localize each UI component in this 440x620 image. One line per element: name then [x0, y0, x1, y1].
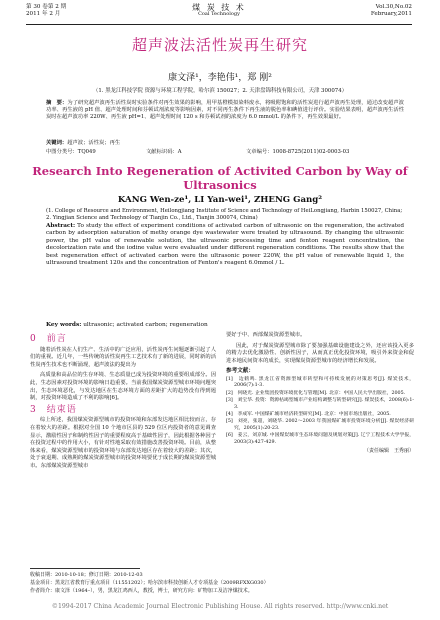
- footnote-fund: 基金项目：黑龙江省教育厅重点项目（11551202）；哈尔滨市科技创新人才专项基金（2009RFXXG030）: [30, 580, 269, 586]
- footnote-author: 作者简介：康文泽（1964–），男，黑龙江鸡西人，教授，博士，研究方向：矿物加工及洁净煤技术。: [30, 588, 253, 594]
- responsible-editor: （责任编辑 王秀丽）: [363, 448, 414, 455]
- reference-item: [4] 李成军. 中国煤矿城市经济转型研究[M]. 北京：中国市场出版社，2005.: [226, 412, 391, 417]
- chinese-affiliation: （1. 黑龙江科技学院 资源与环境工程学院，哈尔滨 150027；2. 天津盘锦科技有限公司，天津 300074）: [92, 88, 348, 94]
- header-center: [26, 4, 412, 18]
- english-title: Research Into Regeneration of Activited Carbon by Way of Ultrasonics: [32, 164, 408, 192]
- article-number: 文章编号：1008-8725(2011)02-0003-03: [246, 149, 350, 155]
- english-keywords: [46, 322, 404, 328]
- english-keywords-label: Key words:: [46, 322, 82, 328]
- chinese-keywords: [46, 138, 404, 146]
- header-volume-en: Vol.30,No.02: [375, 4, 412, 10]
- chinese-title: 超声波法活性炭再生研究: [131, 36, 308, 54]
- chinese-keywords-label: 关键词：: [46, 140, 68, 146]
- document-code: 文献标识码：A: [146, 149, 182, 155]
- references-title: 参考文献：: [226, 368, 254, 375]
- english-abstract-text: To study the effect of experiment conditions of activated carbon of ultrasonic on the regeneration, the activated carbon by adsorption saturation of methy orange dye wastewater were treated by ultrasound. By changing the ultrasonic power, the pH value of renewable solution, the ultrasonic processing time and fenton reagent concentration, the decolorization rate and the iodine value were evaluated under different regeneration conditions. The results show that the best regeneration effect of activated carbon were the ultrasonic power 220W, the pH value of renewable liquid 1, the ultrasound treatment 120s and the concentration of Fenton's reagent 6.0mmol / L.: [46, 223, 405, 267]
- copyright-notice: ©1994-2017 China Academic Journal Electronic Publishing House. All rights reserved. http://www.cnki.net: [51, 603, 389, 610]
- journal-name-cn: 煤 炭 技 术: [192, 3, 246, 12]
- body-paragraph: 高质量和高品位的生存环境、生态质量已成为投资环境的重要组成部分。因此，生态因素对投资环境的影响日趋重要。当前我国煤炭资源型城市环境问题突出，生态环境恶化，与发达地区在生态环境方面的差距扩大的趋势没有得到遏制，对投资环境造成了不利的影响[6]。: [30, 372, 216, 402]
- body-paragraph: 因此，对于煤炭资源型城市除了要加强基础设施建设之外，还应该投入更多的精力去优化激励性、创新性因子，从而真正优化投资环境，吸引外来资金和促进本地民间资本的成长，实现煤炭资源型城市的经济增长和发展。: [226, 342, 414, 364]
- classification-line: [46, 147, 404, 155]
- header-date-cn: 2011 年 2 月: [26, 11, 61, 17]
- chinese-authors: 康文泽¹，李艳伟¹，郑 刚²: [168, 73, 272, 83]
- reference-item: [2] 何晓光. 企业集团投资环境优化与管理[M]. 北京：中国人民大学出版社，2005.: [226, 390, 406, 396]
- english-authors: KANG Wen-ze¹, LI Yan-wei¹, ZHENG Gang²: [117, 195, 323, 205]
- english-abstract-label: Abstract:: [46, 223, 76, 229]
- conclusion-paragraph: 综上所述，我国煤炭资源型城市的投资环境和东部发达地区相比较而言，存在着较大的差距。根据对全国 10 个地市区县的 529 位区内投资者的意见调查显示，激励性因子和制约性因子的重要程度高于基础性因子，因此根据各种因子在投资过程中的作用大小，有针对性地采取有效措施改善投资环境。目前，从整体来看，煤炭资源型城市的投资环境与东部发达地区存在着较大的差距；其次，处于衰退期、成熟期的煤炭资源型城市的投资环境要优于成长期的煤炭资源型城市。东部煤炭资源型城市: [30, 417, 216, 469]
- footnote-received: 收稿日期：2010-10-18；修订日期：2010-12-03: [30, 572, 143, 578]
- chinese-keywords-text: 超声波；活性炭；再生: [67, 140, 121, 146]
- footnote-divider: [30, 568, 140, 569]
- body-paragraph: 要好于中、西部煤炭资源型城市。: [226, 332, 306, 338]
- chinese-abstract-label: 摘 要：: [46, 100, 68, 106]
- reference-item: [6] 姜云，刘京城. 中国煤炭城市生态环境问题及规划对策[J]. 辽宁工程技术大学学报，2003(3):427-429.: [226, 433, 414, 445]
- chinese-abstract-text: 为了研究超声波再生活性炭时实验条件对再生效果的影响，用甲基橙模拟染料废水，将吸附饱和的活性炭进行超声波再生处理，通过改变超声波功率、再生液的 pH 值、超声处理时间和芬顿试剂浓度等影响因素，对不同再生条件下再生液的脱色率和碘值进行评价。实验结果表明，超声波再生活性炭时在超声波功率 220W、再生液 pH=1、超声处理时间 120 s 和芬顿试剂的浓度为 6.0 mmol/L 的条件下，再生效果最好。: [46, 100, 404, 121]
- running-header: [26, 4, 412, 26]
- reference-item: [5] 刘亮，张超，刘晓华. 2002～2003 年我国煤矿城市投资环境分析[J]. 煤炭经济研究，2005(1):20-23.: [226, 419, 414, 431]
- english-keywords-text: ultrasonic; activated carbon; regeneration: [83, 322, 208, 328]
- header-date-en: February,2011: [370, 11, 412, 17]
- left-column: [30, 332, 216, 474]
- intro-paragraph: 随着活性炭在人们生产、生活中的广泛应用，活性炭再生问题逐渐引起了人们的重视。近几年，一些传统的活性炭再生工艺技术有了新的进展，同时新的活性炭再生技术也不断涌现，超声波法的提出为: [30, 346, 216, 368]
- english-affiliation: (1. College of Resource and Environment, Heilongjiang Institute of Science and Technology of HeiLongjiang, Harbin 150027, China; 2. Yingjian Science and Technology of Tianjin Co., Ltd., Tianjin 300074, China): [46, 208, 403, 221]
- section-title-intro: 0 前言: [30, 334, 67, 344]
- reference-item: [1] 边鹤鸣. 黑龙江省资源型城市转型和可持续发展的对策思考[J]. 煤炭技术，2006(7):1-3.: [226, 376, 414, 389]
- header-volume-cn: 第 30 卷第 2 期: [26, 4, 67, 10]
- right-column: [226, 332, 414, 456]
- header-right: [371, 4, 412, 18]
- header-divider: [26, 24, 412, 25]
- section-title-conclusion: 3 结束语: [30, 404, 77, 415]
- chinese-abstract: [46, 100, 404, 122]
- journal-name-en: Coal Technology: [198, 11, 240, 17]
- english-abstract: [46, 223, 404, 267]
- reference-item: [3] 刘宝华. 投资：资源枯竭型城市产业结构调整与转型研究[J]. 煤炭技术，2008(6):1-3.: [226, 398, 414, 410]
- clc-number: 中图分类号：TQ049: [46, 149, 96, 155]
